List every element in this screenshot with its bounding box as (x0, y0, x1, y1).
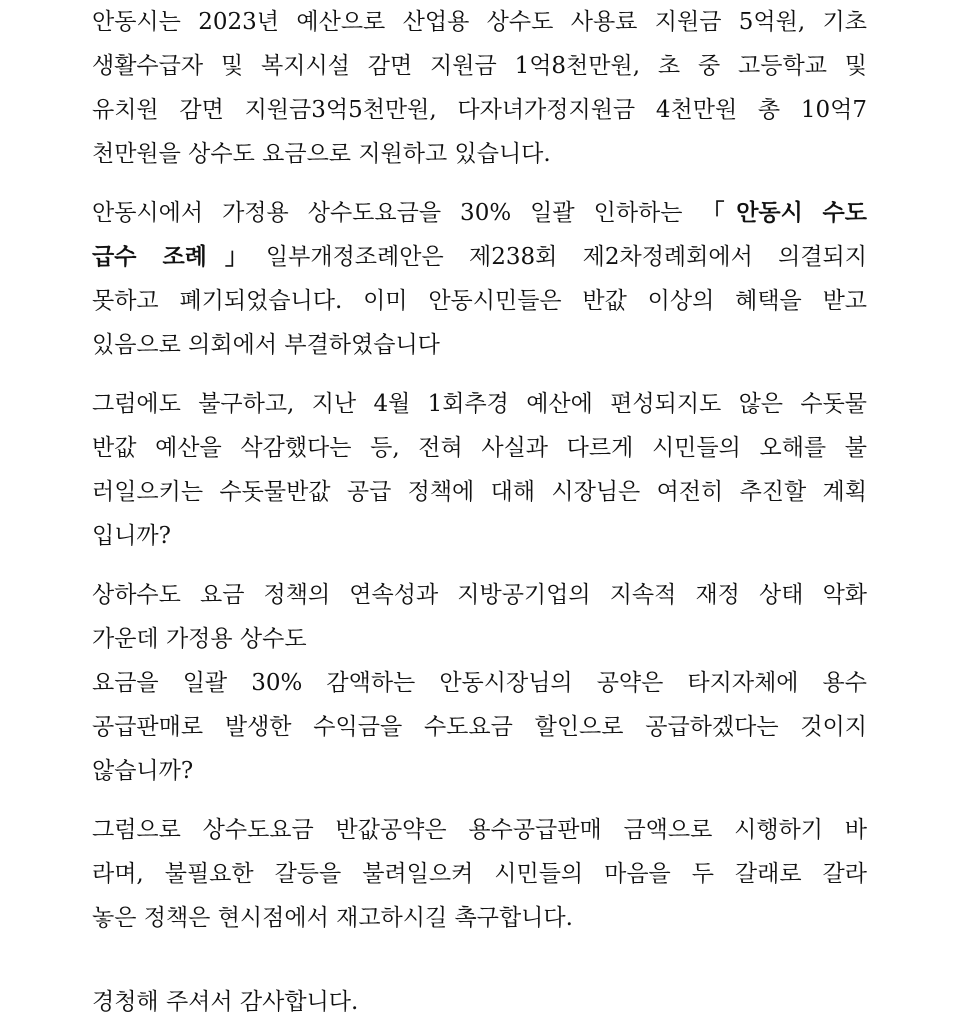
paragraph-1-line-2: 생활수급자 및 복지시설 감면 지원금 1억8천만원, 초 중 고등학교 및 (92, 53, 867, 79)
paragraph-1-line-1: 안동시는 2023년 예산으로 산업용 상수도 사용료 지원금 5억원, 기초 (92, 9, 867, 35)
paragraph-1-line-3: 유치원 감면 지원금3억5천만원, 다자녀가정지원금 4천만원 총 10억7 (92, 97, 867, 123)
paragraph-5-line-1: 그럼으로 상수도요금 반값공약은 용수공급판매 금액으로 시행하기 바 (92, 817, 867, 843)
paragraph-4-line-5: 않습니까? (92, 758, 194, 784)
paragraph-3-line-4: 입니까? (92, 523, 171, 549)
paragraph-2-line-4: 있음으로 의회에서 부결하였습니다 (92, 332, 440, 358)
paragraph-5-line-2: 라며, 불필요한 갈등을 불려일으켜 시민들의 마음을 두 갈래로 갈라 (92, 861, 867, 887)
paragraph-2-line-1-text: 안동시에서 가정용 상수도요금을 30% 일괄 인하하는 (92, 200, 683, 226)
paragraph-3-line-2: 반값 예산을 삭감했다는 등, 전혀 사실과 다르게 시민들의 오해를 불 (92, 435, 867, 461)
paragraph-4-line-2: 가운데 가정용 상수도 (92, 626, 307, 652)
paragraph-2-line-2 (92, 237, 867, 277)
paragraph-5-line-3: 놓은 정책은 현시점에서 재고하시길 촉구합니다. (92, 905, 573, 931)
paragraph-4-line-1: 상하수도 요금 정책의 연속성과 지방공기업의 지속적 재정 상태 악화 (92, 582, 867, 608)
paragraph-1-line-4: 천만원을 상수도 요금으로 지원하고 있습니다. (92, 141, 551, 167)
paragraph-3-line-3: 러일으키는 수돗물반값 공급 정책에 대해 시장님은 여전히 추진할 계획 (92, 479, 867, 505)
ordinance-title-part-2: 급수 조례」 (92, 243, 266, 270)
paragraph-4-line-3: 요금을 일괄 30% 감액하는 안동시장님의 공약은 타지자체에 용수 (92, 670, 867, 696)
ordinance-title-part-1: 「안동시 수도 (701, 199, 867, 226)
paragraph-2-line-3: 못하고 폐기되었습니다. 이미 안동시민들은 반값 이상의 혜택을 받고 (92, 288, 867, 314)
paragraph-2-line-2-text: 일부개정조례안은 제238회 제2차정례회에서 의결되지 (265, 244, 867, 270)
paragraph-3-line-1: 그럼에도 불구하고, 지난 4월 1회추경 예산에 편성되지도 않은 수돗물 (92, 391, 867, 417)
paragraph-4-line-4: 공급판매로 발생한 수익금을 수도요금 할인으로 공급하겠다는 것이지 (92, 714, 867, 740)
closing-remark: 경청해 주셔서 감사합니다. (92, 989, 359, 1015)
paragraph-2-line-1 (92, 193, 867, 233)
